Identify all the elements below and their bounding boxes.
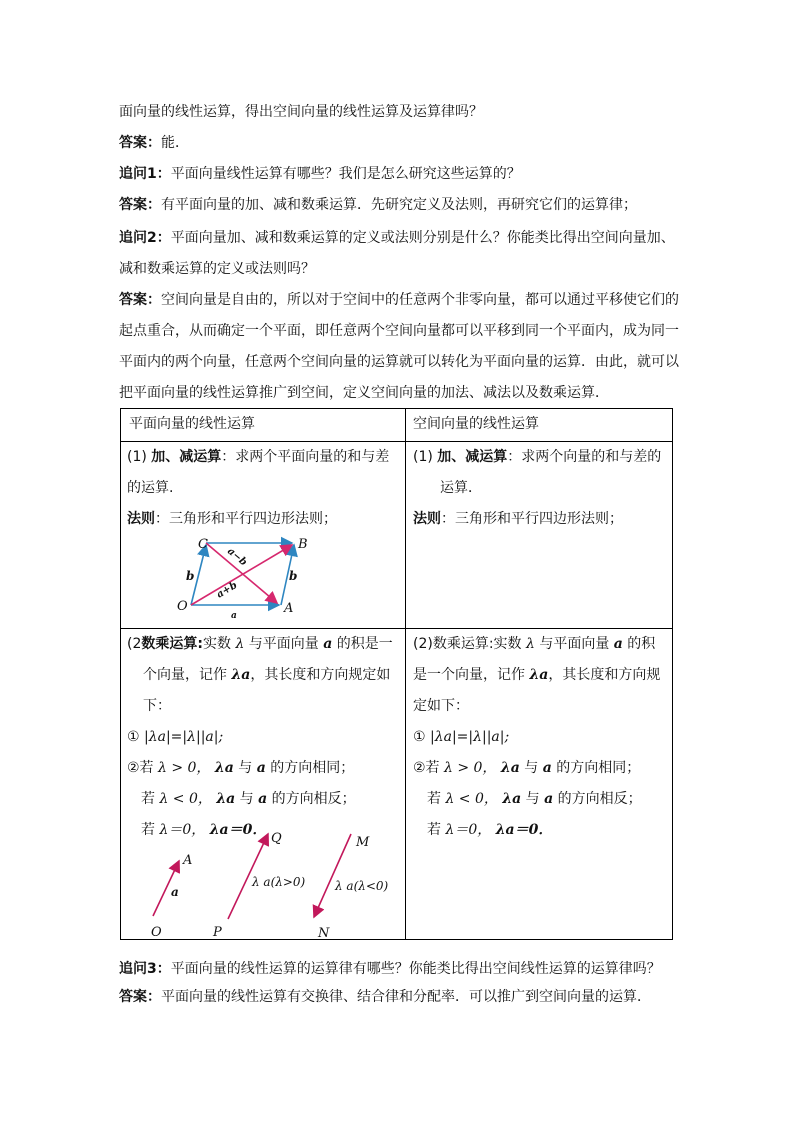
followup-3: 追问3：平面向量的线性运算的运算律有哪些？你能类比得出空间线性运算的运算律吗？ (119, 961, 661, 977)
label-A: A (284, 601, 294, 616)
label-a-bottom: a (231, 611, 237, 618)
label-a-plus-b: a+b (214, 579, 240, 601)
space-add-sub-cell: (1) 加、减运算：求两个向量的和与差的 运算． 法则：三角形和平行四边形法则； (413, 449, 662, 527)
label-Q: Q (271, 831, 282, 846)
label-P: P (213, 925, 222, 939)
label-O2: O (151, 925, 162, 939)
vector-mn (314, 834, 351, 917)
label-lambda-neg: λ a(λ<0) (335, 879, 389, 893)
label-a-minus-b: a−b (225, 545, 249, 569)
label-b-left: b (186, 569, 195, 583)
label-a-vec: a (171, 885, 179, 899)
label-lambda-pos: λ a(λ>0) (252, 875, 306, 889)
plane-add-sub-cell: (1) 加、减运算：求两个平面向量的和与差 的运算. 法则：三角形和平行四边形法则； (127, 449, 390, 527)
header-plane: 平面向量的线性运算 (129, 416, 255, 432)
label-B: B (298, 537, 308, 552)
plane-scalar-cell: (2数乘运算:实数 λ 与平面向量 a 的积是一 个向量，记作 λa，其长度和方向规定如下： ① |λa|=|λ||a|; ②若 λ > 0， λa 与 a 的方向相同； 若 λ < 0， λa 与 a 的方向相反； 若 λ＝0， λa＝0． (127, 636, 393, 838)
scalar-multiplication-diagram (141, 824, 411, 939)
followup-2: 追问2：平面向量加、减和数乘运算的定义或法则分别是什么？你能类比得出空间向量加、 减和数乘运算的定义或法则吗？ (119, 230, 675, 277)
label-N: N (318, 926, 330, 939)
followup-1: 追问1：平面向量线性运算有哪些？我们是怎么研究这些运算的？ (119, 166, 521, 182)
answer-1: 答案：有平面向量的加、减和数乘运算．先研究定义及法则，再研究它们的运算律； (119, 197, 637, 213)
label-b-right: b (289, 569, 298, 583)
label-A2: A (183, 853, 193, 868)
comparison-table (120, 408, 673, 940)
intro-line: 面向量的线性运算，得出空间向量的线性运算及运算律吗？ (119, 104, 483, 120)
parallelogram-diagram (171, 534, 361, 618)
label-O: O (177, 599, 188, 614)
answer-0: 答案：能． (119, 135, 189, 151)
answer-3: 答案：平面向量的线性运算有交换律、结合律和分配率．可以推广到空间向量的运算． (119, 989, 651, 1005)
answer-2: 答案：空间向量是自由的，所以对于空间中的任意两个非零向量，都可以通过平移使它们的 起点重合，从而确定一个平面，即任意两个空间向量都可以平移到同一个平面内，成为同一 平面内的两个向量，任意两个空间向量的运算就可以转化为平面向量的运算．由此，就可以 把平面向量的线性运算推广到空间，定义空间向量的加法、减法以及数乘运算． (119, 292, 679, 401)
header-space: 空间向量的线性运算 (413, 416, 539, 432)
label-M: M (356, 835, 370, 850)
label-C: C (198, 537, 208, 552)
space-scalar-cell: (2)数乘运算:实数 λ 与平面向量 a 的积 是一个向量，记作 λa，其长度和方向规 定如下： ① |λa|=|λ||a|; ②若 λ > 0， λa 与 a 的方向相同； 若 λ < 0， λa 与 a 的方向相反； 若 λ＝0， λa＝0． (413, 636, 661, 838)
